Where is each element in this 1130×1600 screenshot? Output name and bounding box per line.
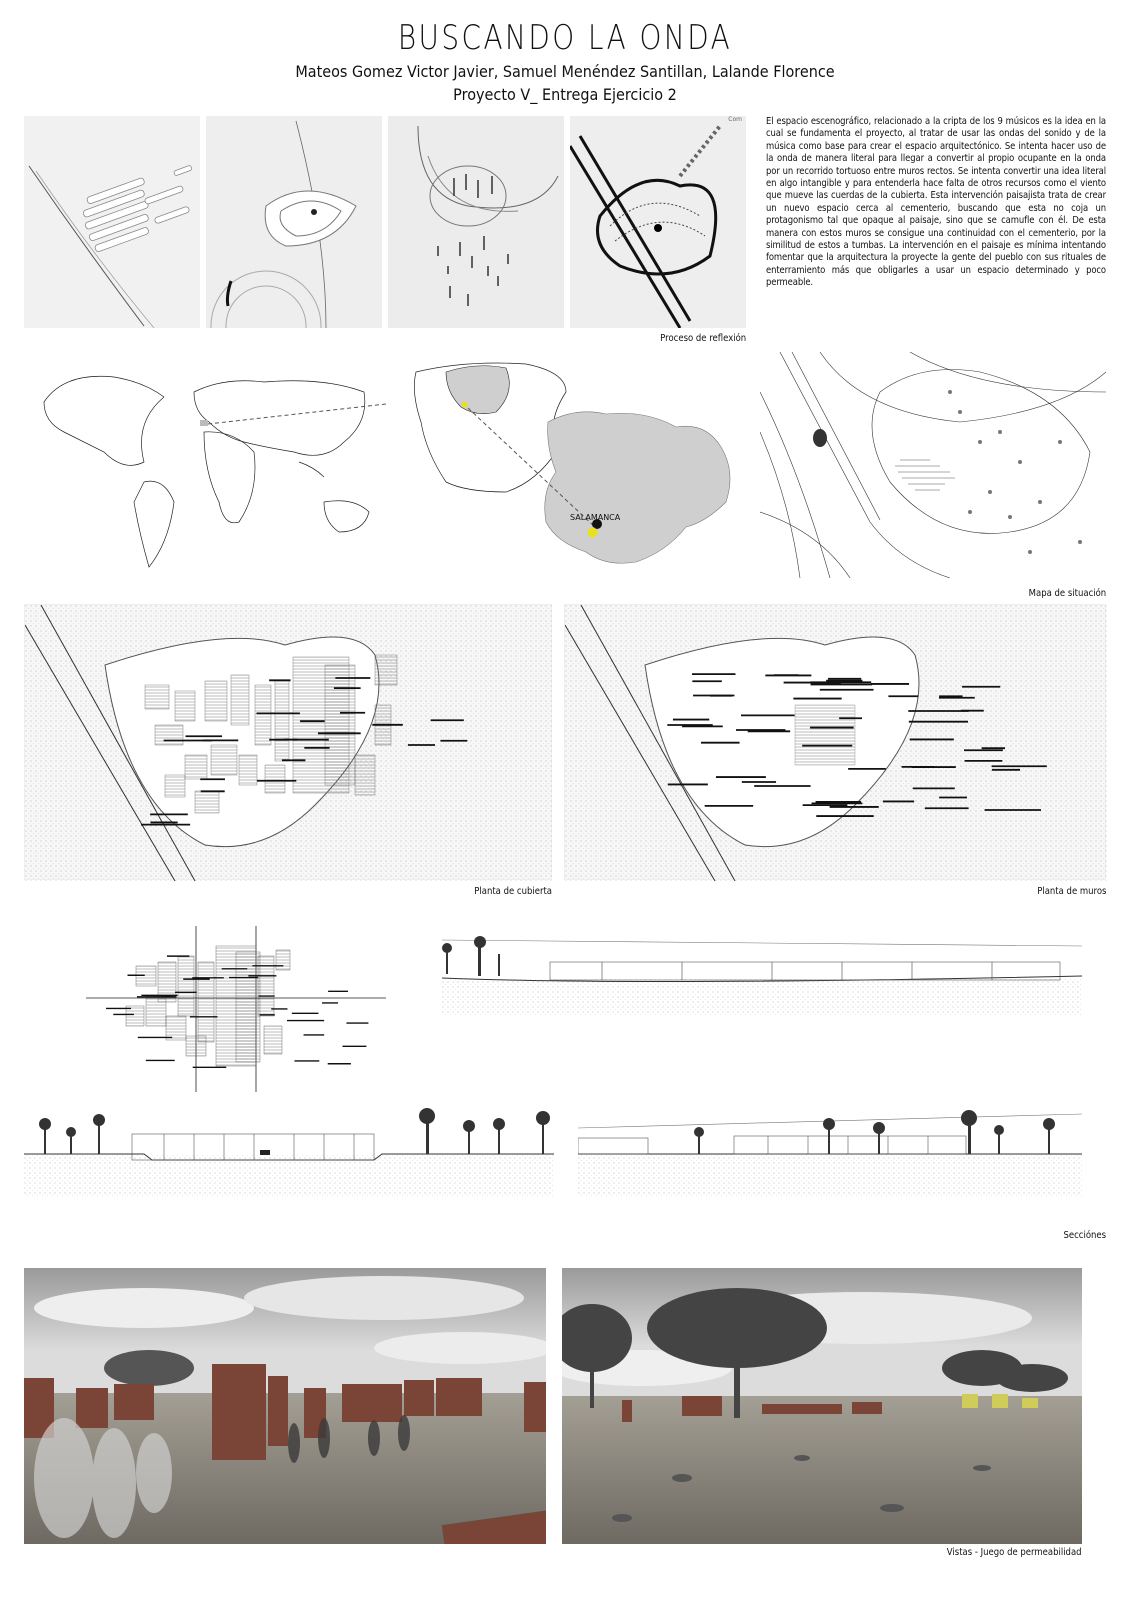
sketch-4: [570, 116, 746, 328]
project-subtitle: Proyecto V_ Entrega Ejercicio 2: [453, 85, 677, 104]
axis-plan: [86, 926, 386, 1092]
caption-process: Proceso de reflexión: [660, 333, 746, 344]
section-b: [578, 1102, 1082, 1196]
caption-sections: Secciónes: [1063, 1230, 1106, 1241]
site-map: [760, 352, 1106, 578]
long-elevation: [442, 926, 1082, 1016]
world-map: [24, 352, 386, 578]
caption-situation: Mapa de situación: [1028, 588, 1106, 599]
roof-plan: [24, 604, 552, 880]
authors: Mateos Gomez Victor Javier, Samuel Menéndez Santillan, Lalande Florence: [295, 62, 835, 81]
caption-roof-plan: Planta de cubierta: [474, 886, 552, 897]
project-description: El espacio escenográfico, relacionado a la cripta de los 9 músicos es la idea en la cual se fundamenta el proyecto, al tratar de usar las ondas del sonido y de la música como base para crear el espacio arquitectónico. Se intenta hacer uso de la onda de manera literal para llegar a convertir al propio ocupante en la onda por un recorrido tortuoso entre muros rectos. Se intenta convertir una idea literal en algo intangible y para entenderla hace falta de otros recursos como el viento que mueve las cuerdas de la cubierta. Esta intervención paisajista trata de crear un nuevo espacio cerca al cementerio, buscando que esta no coja un protagonismo tal que opaque al paisaje, sino que se camufle con él. De esta manera con estos muros se consigue una continuidad con el cementerio, por la similitud de estos a tumbas. La intervención en el paisaje es mínima intentando fomentar que la arquitectura la proyecte la gente del pueblo con sus rituales de enterramiento más que obligarles a usar un espacio determinado y poco permeable.: [766, 116, 1106, 289]
sketch-note: Com: [728, 116, 742, 123]
render-view-1: [24, 1268, 546, 1544]
spain-map: [406, 352, 746, 578]
page-title: BUSCANDO LA ONDA: [397, 18, 733, 58]
wall-plan: [564, 604, 1106, 880]
render-view-2: [562, 1268, 1082, 1544]
caption-views: Vistas - Juego de permeabilidad: [947, 1547, 1082, 1558]
sketch-1: [24, 116, 200, 328]
map-label-salamanca: SALAMANCA: [570, 513, 621, 522]
section-a: [24, 1102, 554, 1196]
sketch-2: [206, 116, 382, 328]
caption-wall-plan: Planta de muros: [1036, 886, 1106, 897]
sketch-3: [388, 116, 564, 328]
